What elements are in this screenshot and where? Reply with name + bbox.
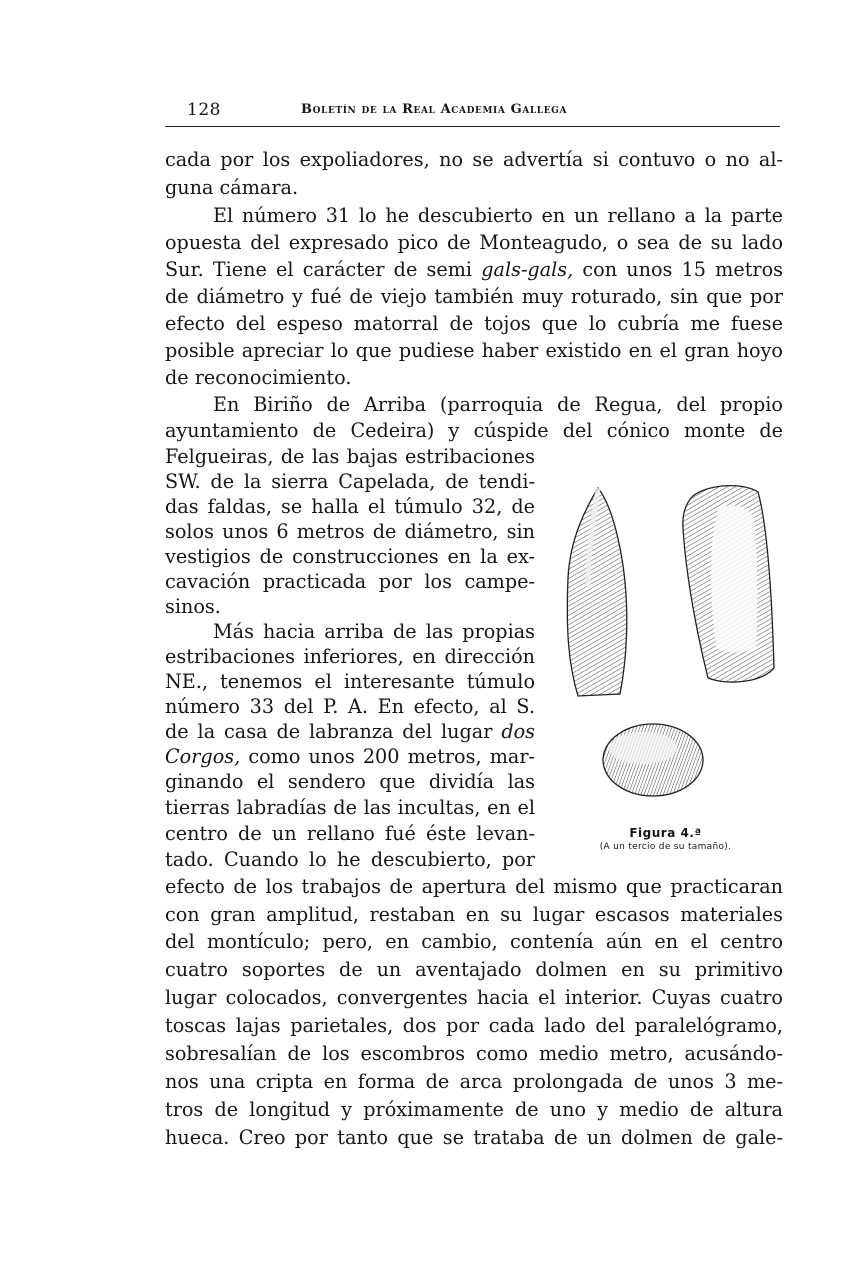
page-header [165,100,780,126]
text-line: efecto de los trabajos de apertura del mismo que practicaran [165,875,783,898]
text-line: sobresalían de los escombros como medio metro, acusándo- [165,1042,783,1065]
figure-illustration [558,478,783,828]
text-line: En Biriño de Arriba (parroquia de Regua, del propio [213,393,783,416]
text-line: de diámetro y fué de viejo también muy roturado, sin que por [165,285,783,308]
text-line [165,257,783,283]
text-line [165,719,535,745]
text-segment: con unos 15 metros [573,258,783,281]
text-line: lugar colocados, convergentes hacia el interior. Cuyas cuatro [165,986,783,1009]
text-line: nos una cripta en forma de arca prolongada de unos 3 me- [165,1070,783,1093]
text-line: número 33 del P. A. En efecto, al S. [165,695,535,718]
text-line: guna cámara. [165,176,299,199]
running-title: Boletín de la Real Academia Gallega [301,102,568,117]
text-line: sinos. [165,595,221,618]
text-line: de reconocimiento. [165,366,352,389]
text-line: estribaciones inferiores, en dirección [165,645,535,668]
text-line: cavación practicada por los campe- [165,570,535,593]
text-line: tierras labradías de las incultas, en el [165,796,535,819]
figure-4 [558,478,783,868]
text-line: con gran amplitud, restaban en su lugar escasos materiales [165,903,783,926]
figure-title: Figura 4.ª [629,826,702,840]
text-line: vestigios de construcciones en la ex- [165,545,535,568]
figure-caption [558,826,773,852]
text-line: das faldas, se halla el túmulo 32, de [165,495,535,518]
text-line: ayuntamiento de Cedeira) y cúspide del cónico monte de [165,419,783,442]
stone-axe-pointed [567,488,626,696]
italic-term: gals-gals, [481,258,574,281]
text-line: NE., tenemos el interesante túmulo [165,670,535,693]
text-line: centro de un rellano fué éste levan- [165,822,535,845]
text-line: posible apreciar lo que pudiese haber existido en el gran hoyo [165,339,783,362]
text-segment: como unos 200 metros, mar- [240,745,535,768]
text-segment: de la casa de labranza del lugar [165,720,502,743]
text-line: solos unos 6 metros de diámetro, sin [165,520,535,543]
text-line: ginando el sendero que dividía las [165,770,535,793]
text-line: tros de longitud y próximamente de uno y medio de altura [165,1098,783,1121]
text-line: Más hacia arriba de las propias [213,620,535,643]
text-line [165,744,535,770]
text-segment: Sur. Tiene el carácter de semi [165,258,482,281]
stone-disc-highlight [609,732,677,764]
page-number: 128 [187,100,221,120]
text-line: El número 31 lo he descubierto en un rellano a la parte [213,204,783,227]
text-line: cuatro soportes de un aventajado dolmen en su primitivo [165,958,783,981]
text-line: efecto del espeso matorral de tojos que lo cubría me fuese [165,312,783,335]
text-line: hueca. Creo por tanto que se trataba de un dolmen de gale- [165,1126,783,1149]
text-line: del montículo; pero, en cambio, contenía aún en el centro [165,930,783,953]
italic-term: dos [501,720,535,743]
text-line: cada por los expoliadores, no se advertía si contuvo o no al- [165,148,783,171]
italic-term: Corgos, [165,745,241,768]
text-line: Felgueiras, de las bajas estribaciones [165,445,535,468]
text-line: opuesta del expresado pico de Monteagudo, o sea de su lado [165,231,783,254]
figure-subtitle: (A un tercio de su tamaño). [599,842,732,852]
header-rule [165,126,780,127]
text-line: SW. de la sierra Capelada, de tendi- [165,470,535,493]
text-line: tado. Cuando lo he descubierto, por [165,848,535,871]
stone-axe-broad-face [711,505,757,652]
text-line: toscas lajas parietales, dos por cada lado del paralelógramo, [165,1014,783,1037]
